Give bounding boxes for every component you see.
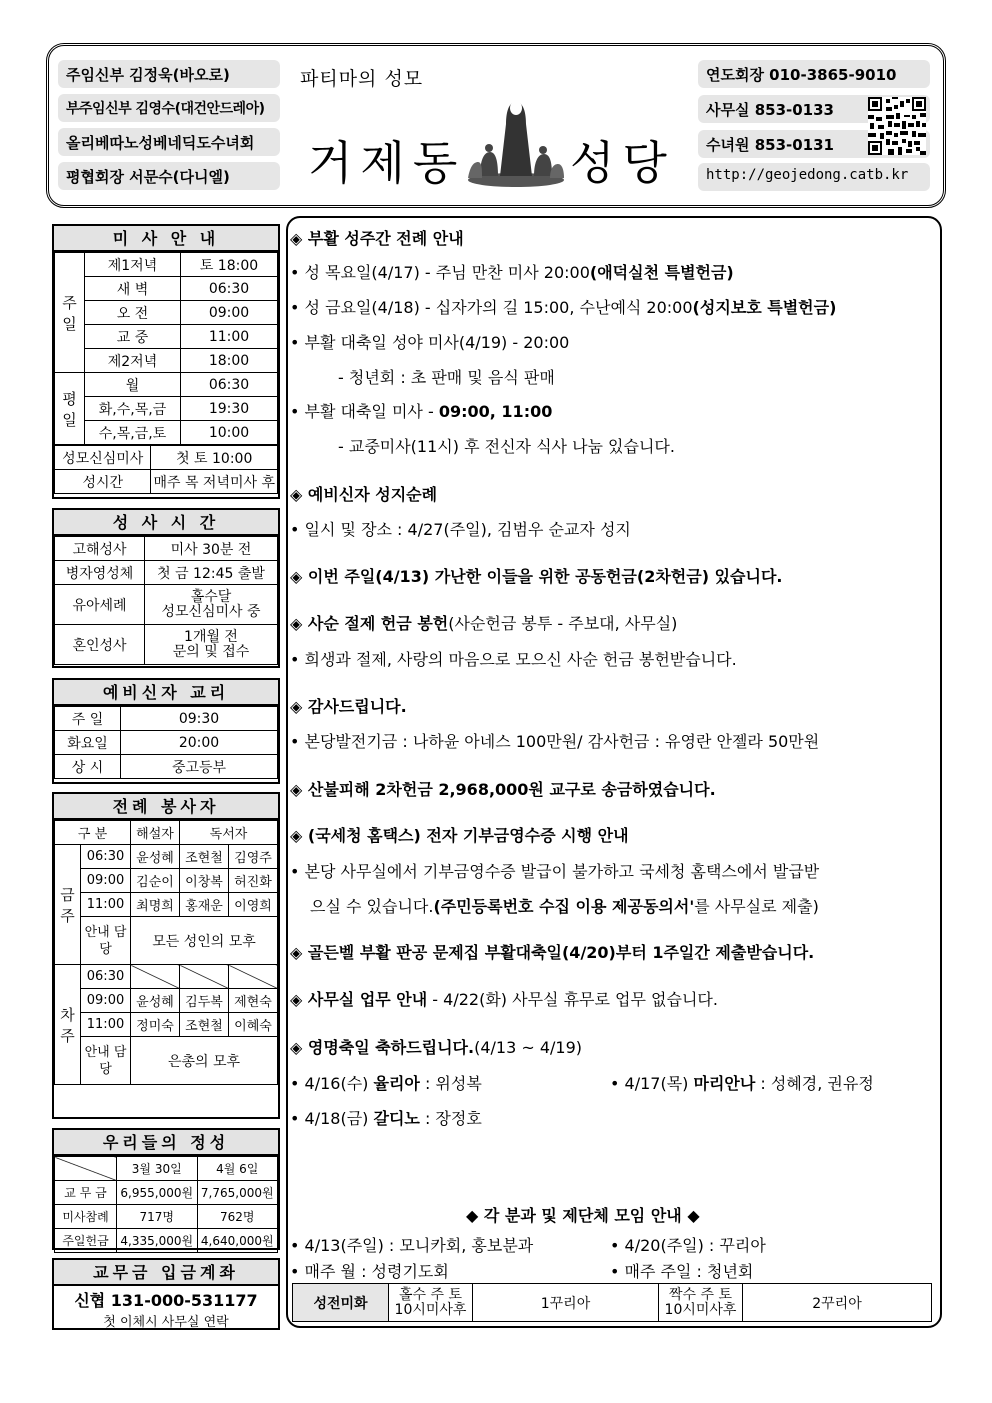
offering-value: 4,335,000원 bbox=[117, 1229, 198, 1253]
notice-heading: ◈ 감사드립니다. bbox=[290, 697, 407, 716]
account-box bbox=[52, 1258, 280, 1330]
qr-code-icon[interactable] bbox=[868, 97, 926, 155]
reader: 김두복 bbox=[180, 989, 229, 1013]
sunday-label: 주 일 bbox=[55, 253, 85, 373]
notice-line: 으실 수 있습니다.(주민등록번호 수집 이용 제공동의서'를 사무실로 제출) bbox=[310, 897, 819, 916]
class-day: 상 시 bbox=[55, 755, 121, 779]
notice-heading: ◈ (국세청 홈택스) 전자 기부금영수증 시행 안내 bbox=[290, 826, 629, 845]
reader: 조현철 bbox=[180, 845, 229, 869]
sacrament-time: 1개월 전 bbox=[184, 628, 238, 645]
offering-value: 6,955,000원 bbox=[117, 1181, 198, 1205]
servers-header: 구 분 bbox=[55, 821, 131, 845]
commentator: 윤성혜 bbox=[131, 845, 180, 869]
notice-line: • 성 금요일(4/18) - 십자가의 길 15:00, 수난예식 20:00(성지보호 특별헌금) bbox=[290, 298, 837, 317]
commentator: 최명희 bbox=[131, 893, 180, 917]
server-time: 09:00 bbox=[81, 989, 131, 1013]
empty-slot bbox=[131, 965, 180, 989]
office-phone: 사무실 853-0133 bbox=[698, 95, 930, 123]
offering-label: 미사참례 bbox=[55, 1205, 117, 1229]
mass-name: 제1저녁 bbox=[85, 253, 181, 277]
odd-week-group: 1꾸리아 bbox=[473, 1284, 659, 1322]
council-president-label: 평협회장 서문수(다니엘) bbox=[58, 162, 280, 190]
guide-label: 안내 담당 bbox=[81, 917, 131, 965]
empty-slot bbox=[180, 965, 229, 989]
sacrament-name: 유아세례 bbox=[55, 585, 145, 625]
notice-heading: ◈ 부활 성주간 전례 안내 bbox=[290, 229, 464, 248]
sacrament-time: 성모신심미사 중 bbox=[161, 603, 261, 620]
reader: 제현숙 bbox=[229, 989, 278, 1013]
reader: 허진화 bbox=[229, 869, 278, 893]
title-right: 성당 bbox=[570, 136, 675, 190]
offering-value: 762명 bbox=[197, 1205, 278, 1229]
offering-label: 주일헌금 bbox=[55, 1229, 117, 1253]
odd-week-time: 10시미사후 bbox=[394, 1301, 467, 1318]
odd-week-label: 홀수 주 토 bbox=[399, 1286, 462, 1303]
title-left: 거제동 bbox=[308, 136, 466, 190]
mass-time: 09:00 bbox=[181, 301, 278, 325]
notice-subline: - 교중미사(11시) 후 전신자 식사 나눔 있습니다. bbox=[338, 437, 675, 456]
offering-value: 4,640,000원 bbox=[197, 1229, 278, 1253]
mass-time: 10:00 bbox=[181, 421, 278, 445]
corner-cell bbox=[55, 1157, 117, 1181]
class-day: 주 일 bbox=[55, 707, 121, 731]
server-time: 06:30 bbox=[81, 845, 131, 869]
sacrament-name: 병자영성체 bbox=[55, 561, 145, 585]
mass-day: 화,수,목,금 bbox=[85, 397, 181, 421]
mass-day: 수,목,금,토 bbox=[85, 421, 181, 445]
notice-subline: - 청년회 : 초 판매 및 음식 판매 bbox=[338, 368, 555, 387]
assistant-pastor-label: 부주임신부 김영수(대건안드레아) bbox=[58, 94, 280, 122]
guide-label: 안내 담당 bbox=[81, 1037, 131, 1085]
notice-heading: ◈ 사무실 업무 안내 - 4/22(화) 사무실 휴무로 업무 없습니다. bbox=[290, 990, 718, 1009]
reader: 김영주 bbox=[229, 845, 278, 869]
notice-line: • 부활 대축일 미사 - 09:00, 11:00 bbox=[290, 402, 553, 421]
mass-name: 새 벽 bbox=[85, 277, 181, 301]
mass-time: 18:00 bbox=[181, 349, 278, 373]
empty-slot bbox=[229, 965, 278, 989]
notice-heading: ◈ 골든벨 부활 판공 문제집 부활대축일(4/20)부터 1주일간 제출받습니다. bbox=[290, 943, 815, 962]
server-time: 06:30 bbox=[81, 965, 131, 989]
offering-title: 우리들의 정성 bbox=[54, 1130, 278, 1156]
reader: 홍재운 bbox=[180, 893, 229, 917]
mass-name: 제2저녁 bbox=[85, 349, 181, 373]
mass-time: 06:30 bbox=[181, 277, 278, 301]
offering-box bbox=[52, 1128, 280, 1250]
holy-hour-label: 성시간 bbox=[55, 470, 151, 494]
commentator: 김순이 bbox=[131, 869, 180, 893]
marian-mass-label: 성모신심미사 bbox=[55, 446, 151, 470]
server-time: 09:00 bbox=[81, 869, 131, 893]
sisters-label: 올리베따노성베네딕도수녀회 bbox=[58, 128, 280, 156]
feast-line: • 4/16(수) 율리아 : 위성복 bbox=[290, 1074, 482, 1093]
groups-title: ◆ 각 분과 및 제단체 모임 안내 ◆ bbox=[466, 1206, 700, 1225]
servers-header: 독서자 bbox=[180, 821, 278, 845]
commentator: 윤성혜 bbox=[131, 989, 180, 1013]
sacrament-time: 첫 금 12:45 출발 bbox=[145, 561, 278, 585]
offering-value: 7,765,000원 bbox=[197, 1181, 278, 1205]
mass-day: 월 bbox=[85, 373, 181, 397]
account-title: 교무금 입금계좌 bbox=[54, 1260, 278, 1286]
sacrament-box bbox=[52, 508, 280, 668]
class-day: 화요일 bbox=[55, 731, 121, 755]
notice-heading: ◈ 산불피해 2차헌금 2,968,000원 교구로 송금하였습니다. bbox=[290, 780, 716, 799]
notice-heading: ◈ 사순 절제 헌금 봉헌(사순헌금 봉투 - 주보대, 사무실) bbox=[290, 614, 678, 633]
patron-subtitle: 파티마의 성모 bbox=[300, 68, 424, 90]
offering-label: 교 무 금 bbox=[55, 1181, 117, 1205]
mass-name: 교 중 bbox=[85, 325, 181, 349]
notice-heading: ◈ 이번 주일(4/13) 가난한 이들을 위한 공동헌금(2차헌금) 있습니다. bbox=[290, 567, 783, 586]
mass-time: 토 18:00 bbox=[181, 253, 278, 277]
account-number: 신협 131-000-531177 bbox=[74, 1291, 258, 1310]
notice-line: • 희생과 절제, 사랑의 마음으로 모으신 사순 헌금 봉헌받습니다. bbox=[290, 650, 737, 669]
feast-line: • 4/18(금) 갈디노 : 장정호 bbox=[290, 1109, 482, 1128]
group-item: • 4/20(주일) : 꾸리아 bbox=[610, 1236, 766, 1255]
sacrament-name: 고해성사 bbox=[55, 537, 145, 561]
class-time: 중고등부 bbox=[121, 755, 278, 779]
mass-time: 11:00 bbox=[181, 325, 278, 349]
flower-label: 성전미화 bbox=[293, 1284, 389, 1322]
pastor-label: 주임신부 김정욱(바오로) bbox=[58, 60, 280, 88]
weekday-label: 평 일 bbox=[55, 373, 85, 445]
sacrament-title: 성 사 시 간 bbox=[54, 510, 278, 536]
group-item: • 4/13(주일) : 모니카회, 홍보분과 bbox=[290, 1236, 534, 1255]
memorial-chair-phone: 연도회장 010-3865-9010 bbox=[698, 60, 930, 88]
fatima-statue-icon bbox=[466, 96, 566, 188]
class-time: 20:00 bbox=[121, 731, 278, 755]
notice-heading: ◈ 영명축일 축하드립니다.(4/13 ~ 4/19) bbox=[290, 1038, 583, 1057]
notice-line: • 본당발전기금 : 나하윤 아네스 100만원/ 감사헌금 : 유영란 안젤라 50만원 bbox=[290, 732, 820, 751]
mass-time: 19:30 bbox=[181, 397, 278, 421]
account-note: 첫 이체시 사무실 연락 bbox=[103, 1315, 229, 1330]
this-week-label: 금 주 bbox=[55, 845, 81, 965]
mass-schedule-title: 미 사 안 내 bbox=[54, 226, 278, 252]
group-item: • 매주 주일 : 청년회 bbox=[610, 1262, 754, 1281]
holy-hour-time: 매주 목 저녁미사 후 bbox=[151, 470, 278, 494]
catechumen-box bbox=[52, 678, 280, 784]
mass-name: 오 전 bbox=[85, 301, 181, 325]
mass-time: 06:30 bbox=[181, 373, 278, 397]
reader: 이창복 bbox=[180, 869, 229, 893]
flower-table bbox=[292, 1283, 932, 1322]
feast-line: • 4/17(목) 마리안나 : 성혜경, 권유정 bbox=[610, 1074, 874, 1093]
class-time: 09:30 bbox=[121, 707, 278, 731]
server-time: 11:00 bbox=[81, 893, 131, 917]
even-week-label: 짝수 주 토 bbox=[669, 1286, 732, 1303]
offering-value: 717명 bbox=[117, 1205, 198, 1229]
catechumen-title: 예비신자 교리 bbox=[54, 680, 278, 706]
reader: 이혜숙 bbox=[229, 1013, 278, 1037]
server-time: 11:00 bbox=[81, 1013, 131, 1037]
notice-line: • 일시 및 장소 : 4/27(주일), 김범우 순교자 성지 bbox=[290, 520, 631, 539]
commentator: 정미숙 bbox=[131, 1013, 180, 1037]
even-week-time: 10시미사후 bbox=[664, 1301, 737, 1318]
reader: 이영희 bbox=[229, 893, 278, 917]
even-week-group: 2꾸리아 bbox=[743, 1284, 932, 1322]
guide-group: 모든 성인의 모후 bbox=[131, 917, 278, 965]
sacrament-time: 미사 30분 전 bbox=[145, 537, 278, 561]
offering-date: 4월 6일 bbox=[197, 1157, 278, 1181]
notice-line: • 성 목요일(4/17) - 주님 만찬 미사 20:00(애덕실천 특별헌금) bbox=[290, 263, 734, 282]
convent-phone: 수녀원 853-0131 bbox=[698, 130, 930, 158]
servers-header: 해설자 bbox=[131, 821, 180, 845]
servers-title: 전례 봉사자 bbox=[54, 794, 278, 820]
servers-box bbox=[52, 792, 280, 1119]
notice-line: • 본당 사무실에서 기부금영수증 발급이 불가하고 국세청 홈택스에서 발급받 bbox=[290, 862, 820, 881]
guide-group: 은총의 모후 bbox=[131, 1037, 278, 1085]
notice-heading: ◈ 예비신자 성지순례 bbox=[290, 485, 438, 504]
marian-mass-time: 첫 토 10:00 bbox=[151, 446, 278, 470]
next-week-label: 차 주 bbox=[55, 965, 81, 1085]
sacrament-time: 문의 및 접수 bbox=[172, 643, 250, 660]
sacrament-time: 홀수달 bbox=[190, 588, 232, 605]
reader: 조현철 bbox=[180, 1013, 229, 1037]
offering-date: 3월 30일 bbox=[117, 1157, 198, 1181]
mass-schedule-box bbox=[52, 224, 280, 499]
group-item: • 매주 월 : 성령기도회 bbox=[290, 1262, 449, 1281]
notice-line: • 부활 대축일 성야 미사(4/19) - 20:00 bbox=[290, 333, 570, 352]
website-link[interactable]: http://geojedong.catb.kr bbox=[698, 163, 930, 191]
sacrament-name: 혼인성사 bbox=[55, 625, 145, 665]
